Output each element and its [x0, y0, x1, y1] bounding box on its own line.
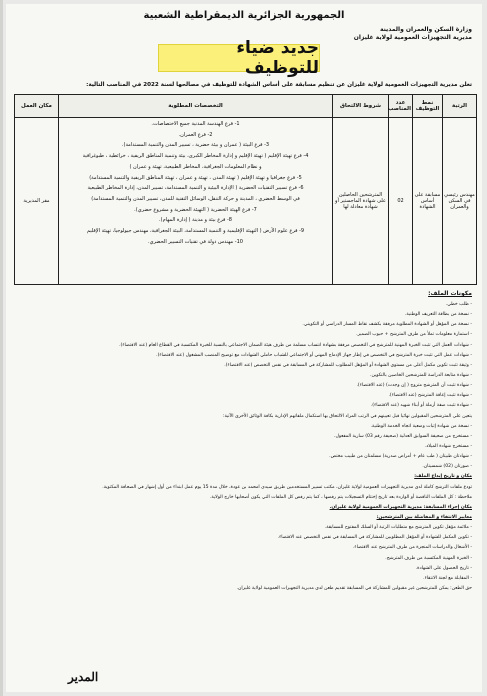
list-item: - شهادة تثبت أن المترشح متزوج ( إن وجدت) (عند الاقتضاء). [356, 383, 472, 389]
specialty-item: 2- فرع العمران. [178, 131, 213, 138]
list-item: - شهادات عمل التي تثبت خبرة المترشح في التخصص في إطار جهاز الإدماج المهني أو الاجتماعي للشباب حاملي الشهادات مع توضيح المنصب المشغول (عند الاقتضاء). [156, 352, 472, 358]
ministry-header [322, 26, 472, 42]
list-item: - شهادة تثبت صفة أرملة أو أبناء شهيد (عند الاقتضاء). [370, 403, 472, 409]
deposit-line: تودع ملفات الترشح كاملة لدى مديرية التجهيزات العمومية لولاية غليزان، مكتب تسيير المستخدمين طريق سيدي امحمد بن عودة، خلال مدة 15 يوم عمل ابتداء من أول إشهار في الصحافة المكتوبة. [102, 484, 472, 490]
header-mode: نمط التوظيف [413, 95, 443, 118]
dossier-title: مكونات الملف: [428, 290, 472, 297]
specialty-item: في الوسط الحضري ، المدينة و حركة التنقل، الوسائل التقنية للمدن، تسيير المدن والتنمية المستدامة) [91, 195, 300, 202]
announcement-page [6, 4, 482, 692]
list-item: - وثيقة تثبت تكوين مكمل أعلى من مستوى الشهادة أو المؤهل المطلوب للمشاركة في المسابقة في نفس التخصص (عند الاقتضاء). [224, 362, 472, 368]
list-item: - نسخة من المؤهل أو الشهادة المطلوبة مرفقة بكشف نقاط المسار الدراسي أو التكويني. [302, 322, 472, 328]
workplace-cell: مقر المديرية [15, 118, 59, 285]
list-item: - نسخة من بطاقة التعريف الوطنية. [404, 312, 472, 318]
criteria-item: - تاريخ الحصول على الشهادة. [415, 565, 472, 571]
specialty-item: 9- فرع علوم الأرض ( التهيئة الإقليمية و التنمية المستدامة، البيئة الجغرافية، مهندس جيولوجيا، تهيئة الإقليم [86, 228, 305, 235]
dossier-list [12, 300, 472, 594]
appeal-line: حق الطعن: يمكن للمترشحين غير مقبولين للمشاركة في المسابقة تقديم طعن لدى مديرية التجهيزات العمومية لولاية غليزان. [236, 585, 472, 591]
deposit-title: مكان و تاريخ إيداع الملف: [414, 474, 472, 480]
criteria-item: - المقابلة مع لجنة الانتقاء. [423, 575, 472, 581]
ministry-line: وزارة السكن والعمران والمدينة [379, 26, 472, 33]
grade-cell: مهندس رئيسي في السكن والعمران [443, 118, 477, 285]
specialty-item: و نظام المعلومات الجغرافية، المخاطر الطبيعية، تهيئة و عمران ) [129, 163, 262, 170]
criteria-item: - الأشغال والدراسات المنجزة من طرف المترشح عند الاقتضاء. [352, 545, 472, 551]
note-line: ملاحظة : كل الملفات الناقصة أو الواردة بعد تاريخ إختتام التسجيلات يتم رفضها ، كما يتم رفض كل الملفات التي يكون أصحابها خارج الولاية. [209, 494, 472, 500]
directorate-line: مديرية التجهيزات العمومية لولاية غليزان [353, 34, 472, 41]
specialty-item: 3- فرع البيئة ( عمران و بيئة حضرية ، تسيير المدن والتنمية المستدامة). [121, 142, 270, 149]
specialty-item: 5- فرع جغرافيا و تهيئة الإقليم ( تهيئة المدن ، تهيئة و عمران ، تهيئة المناطق الريفية والتنمية المستدامة) [89, 174, 302, 181]
list-item: - شهادة تثبت إعاقة المترشح (عند الاقتضاء). [388, 393, 472, 399]
table-header-row [15, 95, 477, 118]
header-count: عدد المناصب [389, 95, 413, 118]
list-item: - صورتان (02) شمسيتان. [422, 464, 472, 470]
mode-cell: مسابقة على أساس الشهادة [413, 118, 443, 285]
list-item: - استمارة معلومات تملأ من طرف المترشح + حبوب الضمير. [356, 332, 472, 338]
specialty-item: 6- فرع تسيير التقنيات الحضرية ( الإدارة البيئية و التنمية المستدامة، تسيير المدن، إدارة المخاطر الطبيعية [87, 185, 304, 192]
specialty-item: 1- فرع الهندسة المدنية جميع الاختصاصات. [151, 121, 240, 127]
criteria-title: معايير الانتقاء و المفاضلة بين المترشحين: [376, 514, 472, 520]
list-item: - شهادات العمل التي تثبت الخبرة المهنية للمترشح في التخصص مرفقة بشهادة انتساب مسلمة من طرف هيئة الضمان الاجتماعي بالنسبة للخبرة المكتسبة في القطاع العام (عند الاقتضاء). [119, 342, 472, 348]
site-banner: جديد ضياء للتوظيف [158, 44, 320, 72]
signature-director: المدير [68, 670, 99, 684]
table-row [15, 118, 477, 285]
criteria-item: - الخبرة المهنية المكتسبة من طرف المترشح. [385, 555, 472, 561]
specialties-cell [59, 118, 333, 285]
list-item: - مستخرج شهادة الميلاد. [424, 443, 472, 449]
header-grade: الرتبة [443, 95, 477, 118]
specialty-item: 7- فرع الهيئة الحضرية ( التهيئة الحضرية و مشروع حضري). [134, 206, 257, 213]
list-item: - شهادتان طبيتان ( طب عام + أمراض صدرية) مسلمتان من طبيب مختص. [329, 454, 472, 460]
list-item: - طلب خطي. [445, 302, 472, 307]
list-item: - نسخة من شهادة إثبات وضعية اتجاه الخدمة الوطنية. [370, 423, 472, 429]
intro-text: تعلن مديرية التجهيزات العمومية لولاية غليزان عن تنظيم مسابقة على أساس الشهادة للتوظيف في مصالحها لسنة 2022 في المناصب التالية: [86, 82, 472, 88]
specialty-item: 10- مهندس دولة في تقنيات التسيير الحضري. [148, 238, 243, 245]
header-conditions: شروط الالتحاق [333, 95, 389, 118]
republic-header: الجمهورية الجزائرية الديمقراطية الشعبية [143, 10, 345, 21]
criteria-item: - ملائمة مؤهل تكوين المترشح مع متطلبات الرتبة أو السلك المفتوح للمسابقة. [324, 525, 472, 531]
list-item: - شهادة متابعة الدراسة للمترشحين الخاصين بالتكوين. [370, 372, 472, 378]
header-workplace: مكان العمل [15, 95, 59, 118]
page-fold-shadow [0, 0, 3, 696]
criteria-item: - تكوين المكمل للشهادة أو المؤهل المطلوبين للمشاركة في المسابقة في نفس التخصص عند الاقتضاء. [277, 535, 472, 541]
list-item: يتعين على المترشحين المقبولين نهائيا قبل تعيينهم في الرتب المراد الالتحاق بها استكمال ملفاتهم الإدارية بكافة الوثائق الأخرى الآتية: [222, 413, 472, 419]
count-cell: 02 [389, 118, 413, 285]
specialty-item: 8- فرع بيئة و مدينة ( إدارة المهام). [159, 217, 232, 224]
header-specialties: التخصصات المطلوبة [59, 95, 333, 118]
list-item: - مستخرج من صحيفة السوابق العدلية (صحيفة رقم 03) سارية المفعول. [334, 433, 472, 439]
exam-place: مكان إجراء المسابقة: مديرية التجهيزات العمومية لولاية غليزان. [329, 504, 472, 510]
conditions-cell: المترشحين الحاصلين على شهادة الماجستير أو شهادة معادلة لها [333, 118, 389, 285]
specialty-item: 4- فرع تهيئة الإقليم ( تهيئة الإقليم و إدارة المخاطر الكبرى، بيئة وتنمية المناطق الريفية ، خرائطية ، طبوغرافية [82, 153, 309, 160]
positions-table [14, 94, 477, 285]
